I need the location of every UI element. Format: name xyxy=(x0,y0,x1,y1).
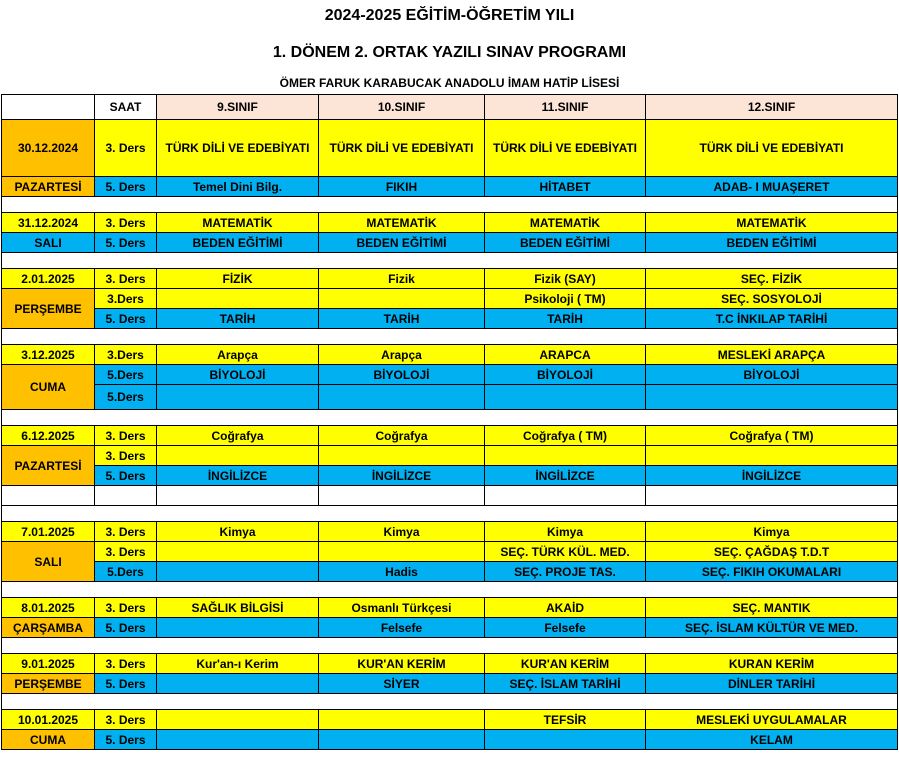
spacer-cell xyxy=(2,197,898,213)
grade-11-exam-cell: BEDEN EĞİTİMİ xyxy=(485,233,646,253)
grade-9-exam-cell: TARİH xyxy=(157,309,319,329)
exam-row xyxy=(2,654,898,674)
day-spacer-row xyxy=(2,329,898,345)
grade-10-exam-cell xyxy=(319,730,485,750)
date-cell: 6.12.2025 xyxy=(2,426,95,446)
period-cell: 3. Ders xyxy=(95,522,157,542)
empty-cell xyxy=(646,486,898,506)
date-cell: 7.01.2025 xyxy=(2,522,95,542)
exam-row xyxy=(2,233,898,253)
grade-10-exam-cell: Coğrafya xyxy=(319,426,485,446)
grade-9-exam-cell: TÜRK DİLİ VE EDEBİYATI xyxy=(157,120,319,177)
column-header-row xyxy=(2,95,898,120)
exam-row xyxy=(2,365,898,385)
exam-row xyxy=(2,120,898,177)
empty-cell xyxy=(95,486,157,506)
day-spacer-row xyxy=(2,506,898,522)
day-spacer-row xyxy=(2,197,898,213)
exam-row xyxy=(2,466,898,486)
grade-9-exam-cell xyxy=(157,385,319,410)
grade-10-exam-cell: Felsefe xyxy=(319,618,485,638)
grade-10-exam-cell xyxy=(319,542,485,562)
exam-row xyxy=(2,426,898,446)
grade-12-exam-cell: KURAN KERİM xyxy=(646,654,898,674)
grade-9-exam-cell xyxy=(157,710,319,730)
day-spacer-row xyxy=(2,253,898,269)
grade-9-exam-cell: BİYOLOJİ xyxy=(157,365,319,385)
period-cell: 5. Ders xyxy=(95,674,157,694)
date-cell: 9.01.2025 xyxy=(2,654,95,674)
weekday-cell: CUMA xyxy=(2,730,95,750)
empty-cell xyxy=(157,486,319,506)
spacer-cell xyxy=(2,694,898,710)
grade-11-exam-cell: BİYOLOJİ xyxy=(485,365,646,385)
day-spacer-row xyxy=(2,638,898,654)
grade-11-exam-cell: SEÇ. İSLAM TARİHİ xyxy=(485,674,646,694)
period-cell: 3. Ders xyxy=(95,426,157,446)
grade-11-exam-cell: Fizik (SAY) xyxy=(485,269,646,289)
grade-10-exam-cell: SİYER xyxy=(319,674,485,694)
period-cell: 3. Ders xyxy=(95,120,157,177)
day-spacer-row xyxy=(2,582,898,598)
grade-11-exam-cell: KUR'AN KERİM xyxy=(485,654,646,674)
title-school-name: ÖMER FARUK KARABUCAK ANADOLU İMAM HATİP LİSESİ xyxy=(279,76,620,90)
grade-11-header: 11.SINIF xyxy=(485,95,646,120)
grade-11-exam-cell: Coğrafya ( TM) xyxy=(485,426,646,446)
grade-11-exam-cell: MATEMATİK xyxy=(485,213,646,233)
grade-9-exam-cell xyxy=(157,542,319,562)
weekday-cell: PAZARTESİ xyxy=(2,177,95,197)
grade-12-exam-cell: SEÇ. İSLAM KÜLTÜR VE MED. xyxy=(646,618,898,638)
period-cell: 3. Ders xyxy=(95,710,157,730)
grade-9-exam-cell: FİZİK xyxy=(157,269,319,289)
grade-11-exam-cell: TÜRK DİLİ VE EDEBİYATI xyxy=(485,120,646,177)
grade-12-exam-cell xyxy=(646,385,898,410)
date-cell: 31.12.2024 xyxy=(2,213,95,233)
grade-9-exam-cell xyxy=(157,730,319,750)
grade-10-exam-cell xyxy=(319,446,485,466)
title-exam-program: 1. DÖNEM 2. ORTAK YAZILI SINAV PROGRAMI xyxy=(272,44,627,61)
period-cell: 5. Ders xyxy=(95,730,157,750)
period-cell: 5. Ders xyxy=(95,618,157,638)
grade-11-exam-cell: SEÇ. PROJE TAS. xyxy=(485,562,646,582)
weekday-cell: ÇARŞAMBA xyxy=(2,618,95,638)
title-year: 2024-2025 EĞİTİM-ÖĞRETİM YILI xyxy=(324,7,575,24)
grade-10-exam-cell: TÜRK DİLİ VE EDEBİYATI xyxy=(319,120,485,177)
date-cell: 8.01.2025 xyxy=(2,598,95,618)
date-cell: 3.12.2025 xyxy=(2,345,95,365)
grade-12-exam-cell: MESLEKİ ARAPÇA xyxy=(646,345,898,365)
exam-row xyxy=(2,177,898,197)
grade-10-exam-cell xyxy=(319,289,485,309)
grade-9-exam-cell: İNGİLİZCE xyxy=(157,466,319,486)
grade-9-exam-cell: MATEMATİK xyxy=(157,213,319,233)
empty-cell xyxy=(319,486,485,506)
exam-row xyxy=(2,542,898,562)
grade-12-exam-cell: SEÇ. SOSYOLOJİ xyxy=(646,289,898,309)
grade-10-exam-cell: FIKIH xyxy=(319,177,485,197)
grade-10-exam-cell: BEDEN EĞİTİMİ xyxy=(319,233,485,253)
grade-12-exam-cell: T.C İNKILAP TARİHİ xyxy=(646,309,898,329)
weekday-cell: SALI xyxy=(2,542,95,582)
grade-9-exam-cell: Arapça xyxy=(157,345,319,365)
grade-10-exam-cell: KUR'AN KERİM xyxy=(319,654,485,674)
exam-row xyxy=(2,710,898,730)
grade-9-exam-cell xyxy=(157,562,319,582)
grade-9-exam-cell: Coğrafya xyxy=(157,426,319,446)
grade-12-exam-cell: SEÇ. MANTIK xyxy=(646,598,898,618)
grade-10-exam-cell: BİYOLOJİ xyxy=(319,365,485,385)
grade-12-exam-cell: KELAM xyxy=(646,730,898,750)
exam-row xyxy=(2,618,898,638)
grade-12-exam-cell: ADAB- I MUAŞERET xyxy=(646,177,898,197)
exam-row xyxy=(2,562,898,582)
grade-12-exam-cell: BEDEN EĞİTİMİ xyxy=(646,233,898,253)
exam-row xyxy=(2,446,898,466)
grade-12-exam-cell: MESLEKİ UYGULAMALAR xyxy=(646,710,898,730)
period-cell: 3.Ders xyxy=(95,289,157,309)
grade-10-exam-cell: Arapça xyxy=(319,345,485,365)
grade-11-exam-cell: Psikoloji ( TM) xyxy=(485,289,646,309)
grade-9-exam-cell: Temel Dini Bilg. xyxy=(157,177,319,197)
day-spacer-row xyxy=(2,410,898,426)
period-cell: 5.Ders xyxy=(95,385,157,410)
empty-cell xyxy=(2,486,95,506)
period-cell: 3. Ders xyxy=(95,213,157,233)
grade-9-exam-cell: SAĞLIK BİLGİSİ xyxy=(157,598,319,618)
grade-11-exam-cell: AKAİD xyxy=(485,598,646,618)
grade-12-exam-cell: SEÇ. ÇAĞDAŞ T.D.T xyxy=(646,542,898,562)
exam-row xyxy=(2,674,898,694)
grade-12-exam-cell: BİYOLOJİ xyxy=(646,365,898,385)
grade-10-exam-cell: Fizik xyxy=(319,269,485,289)
grade-12-exam-cell xyxy=(646,446,898,466)
grade-9-header: 9.SINIF xyxy=(157,95,319,120)
grade-12-exam-cell: DİNLER TARİHİ xyxy=(646,674,898,694)
day-spacer-row xyxy=(2,694,898,710)
grade-9-exam-cell: BEDEN EĞİTİMİ xyxy=(157,233,319,253)
exam-row xyxy=(2,213,898,233)
exam-row xyxy=(2,289,898,309)
grade-11-exam-cell: Felsefe xyxy=(485,618,646,638)
grade-10-header: 10.SINIF xyxy=(319,95,485,120)
weekday-cell: PERŞEMBE xyxy=(2,289,95,329)
grade-12-exam-cell: SEÇ. FİZİK xyxy=(646,269,898,289)
grade-10-exam-cell xyxy=(319,710,485,730)
grade-10-exam-cell: Hadis xyxy=(319,562,485,582)
period-cell: 5.Ders xyxy=(95,562,157,582)
grade-10-exam-cell xyxy=(319,385,485,410)
period-cell: 3. Ders xyxy=(95,269,157,289)
grade-11-exam-cell: TARİH xyxy=(485,309,646,329)
grade-9-exam-cell xyxy=(157,289,319,309)
grade-12-exam-cell: Kimya xyxy=(646,522,898,542)
period-cell: 5. Ders xyxy=(95,309,157,329)
grade-10-exam-cell: İNGİLİZCE xyxy=(319,466,485,486)
exam-row xyxy=(2,345,898,365)
weekday-cell: SALI xyxy=(2,233,95,253)
date-cell: 2.01.2025 xyxy=(2,269,95,289)
weekday-cell: PERŞEMBE xyxy=(2,674,95,694)
grade-11-exam-cell: Kimya xyxy=(485,522,646,542)
grade-11-exam-cell xyxy=(485,446,646,466)
grade-9-exam-cell xyxy=(157,674,319,694)
grade-10-exam-cell: TARİH xyxy=(319,309,485,329)
period-cell: 3. Ders xyxy=(95,542,157,562)
exam-row xyxy=(2,309,898,329)
spacer-cell xyxy=(2,638,898,654)
grade-12-exam-cell: MATEMATİK xyxy=(646,213,898,233)
period-cell: 5.Ders xyxy=(95,365,157,385)
spacer-cell xyxy=(2,253,898,269)
period-cell: 3. Ders xyxy=(95,654,157,674)
grade-10-exam-cell: Osmanlı Türkçesi xyxy=(319,598,485,618)
period-cell: 5. Ders xyxy=(95,177,157,197)
grade-12-exam-cell: İNGİLİZCE xyxy=(646,466,898,486)
empty-row xyxy=(2,486,898,506)
grade-12-exam-cell: SEÇ. FIKIH OKUMALARI xyxy=(646,562,898,582)
saat-header: SAAT xyxy=(95,95,157,120)
corner-cell xyxy=(2,95,95,120)
grade-11-exam-cell: İNGİLİZCE xyxy=(485,466,646,486)
grade-9-exam-cell xyxy=(157,618,319,638)
grade-9-exam-cell: Kimya xyxy=(157,522,319,542)
exam-schedule-body xyxy=(2,95,898,750)
exam-row xyxy=(2,385,898,410)
grade-9-exam-cell: Kur'an-ı Kerim xyxy=(157,654,319,674)
period-cell: 5. Ders xyxy=(95,466,157,486)
spacer-cell xyxy=(2,410,898,426)
exam-row xyxy=(2,598,898,618)
date-cell: 10.01.2025 xyxy=(2,710,95,730)
grade-9-exam-cell xyxy=(157,446,319,466)
period-cell: 3. Ders xyxy=(95,598,157,618)
exam-row xyxy=(2,522,898,542)
grade-11-exam-cell: TEFSİR xyxy=(485,710,646,730)
spacer-cell xyxy=(2,329,898,345)
period-cell: 3.Ders xyxy=(95,345,157,365)
grade-12-exam-cell: TÜRK DİLİ VE EDEBİYATI xyxy=(646,120,898,177)
grade-11-exam-cell xyxy=(485,730,646,750)
period-cell: 5. Ders xyxy=(95,233,157,253)
exam-row xyxy=(2,730,898,750)
grade-11-exam-cell: HİTABET xyxy=(485,177,646,197)
spacer-cell xyxy=(2,506,898,522)
period-cell: 3. Ders xyxy=(95,446,157,466)
grade-11-exam-cell xyxy=(485,385,646,410)
empty-cell xyxy=(485,486,646,506)
grade-11-exam-cell: ARAPCA xyxy=(485,345,646,365)
grade-11-exam-cell: SEÇ. TÜRK KÜL. MED. xyxy=(485,542,646,562)
exam-schedule-table xyxy=(1,94,898,750)
grade-12-exam-cell: Coğrafya ( TM) xyxy=(646,426,898,446)
grade-10-exam-cell: MATEMATİK xyxy=(319,213,485,233)
grade-12-header: 12.SINIF xyxy=(646,95,898,120)
date-cell: 30.12.2024 xyxy=(2,120,95,177)
exam-row xyxy=(2,269,898,289)
weekday-cell: PAZARTESİ xyxy=(2,446,95,486)
spacer-cell xyxy=(2,582,898,598)
weekday-cell: CUMA xyxy=(2,365,95,410)
grade-10-exam-cell: Kimya xyxy=(319,522,485,542)
